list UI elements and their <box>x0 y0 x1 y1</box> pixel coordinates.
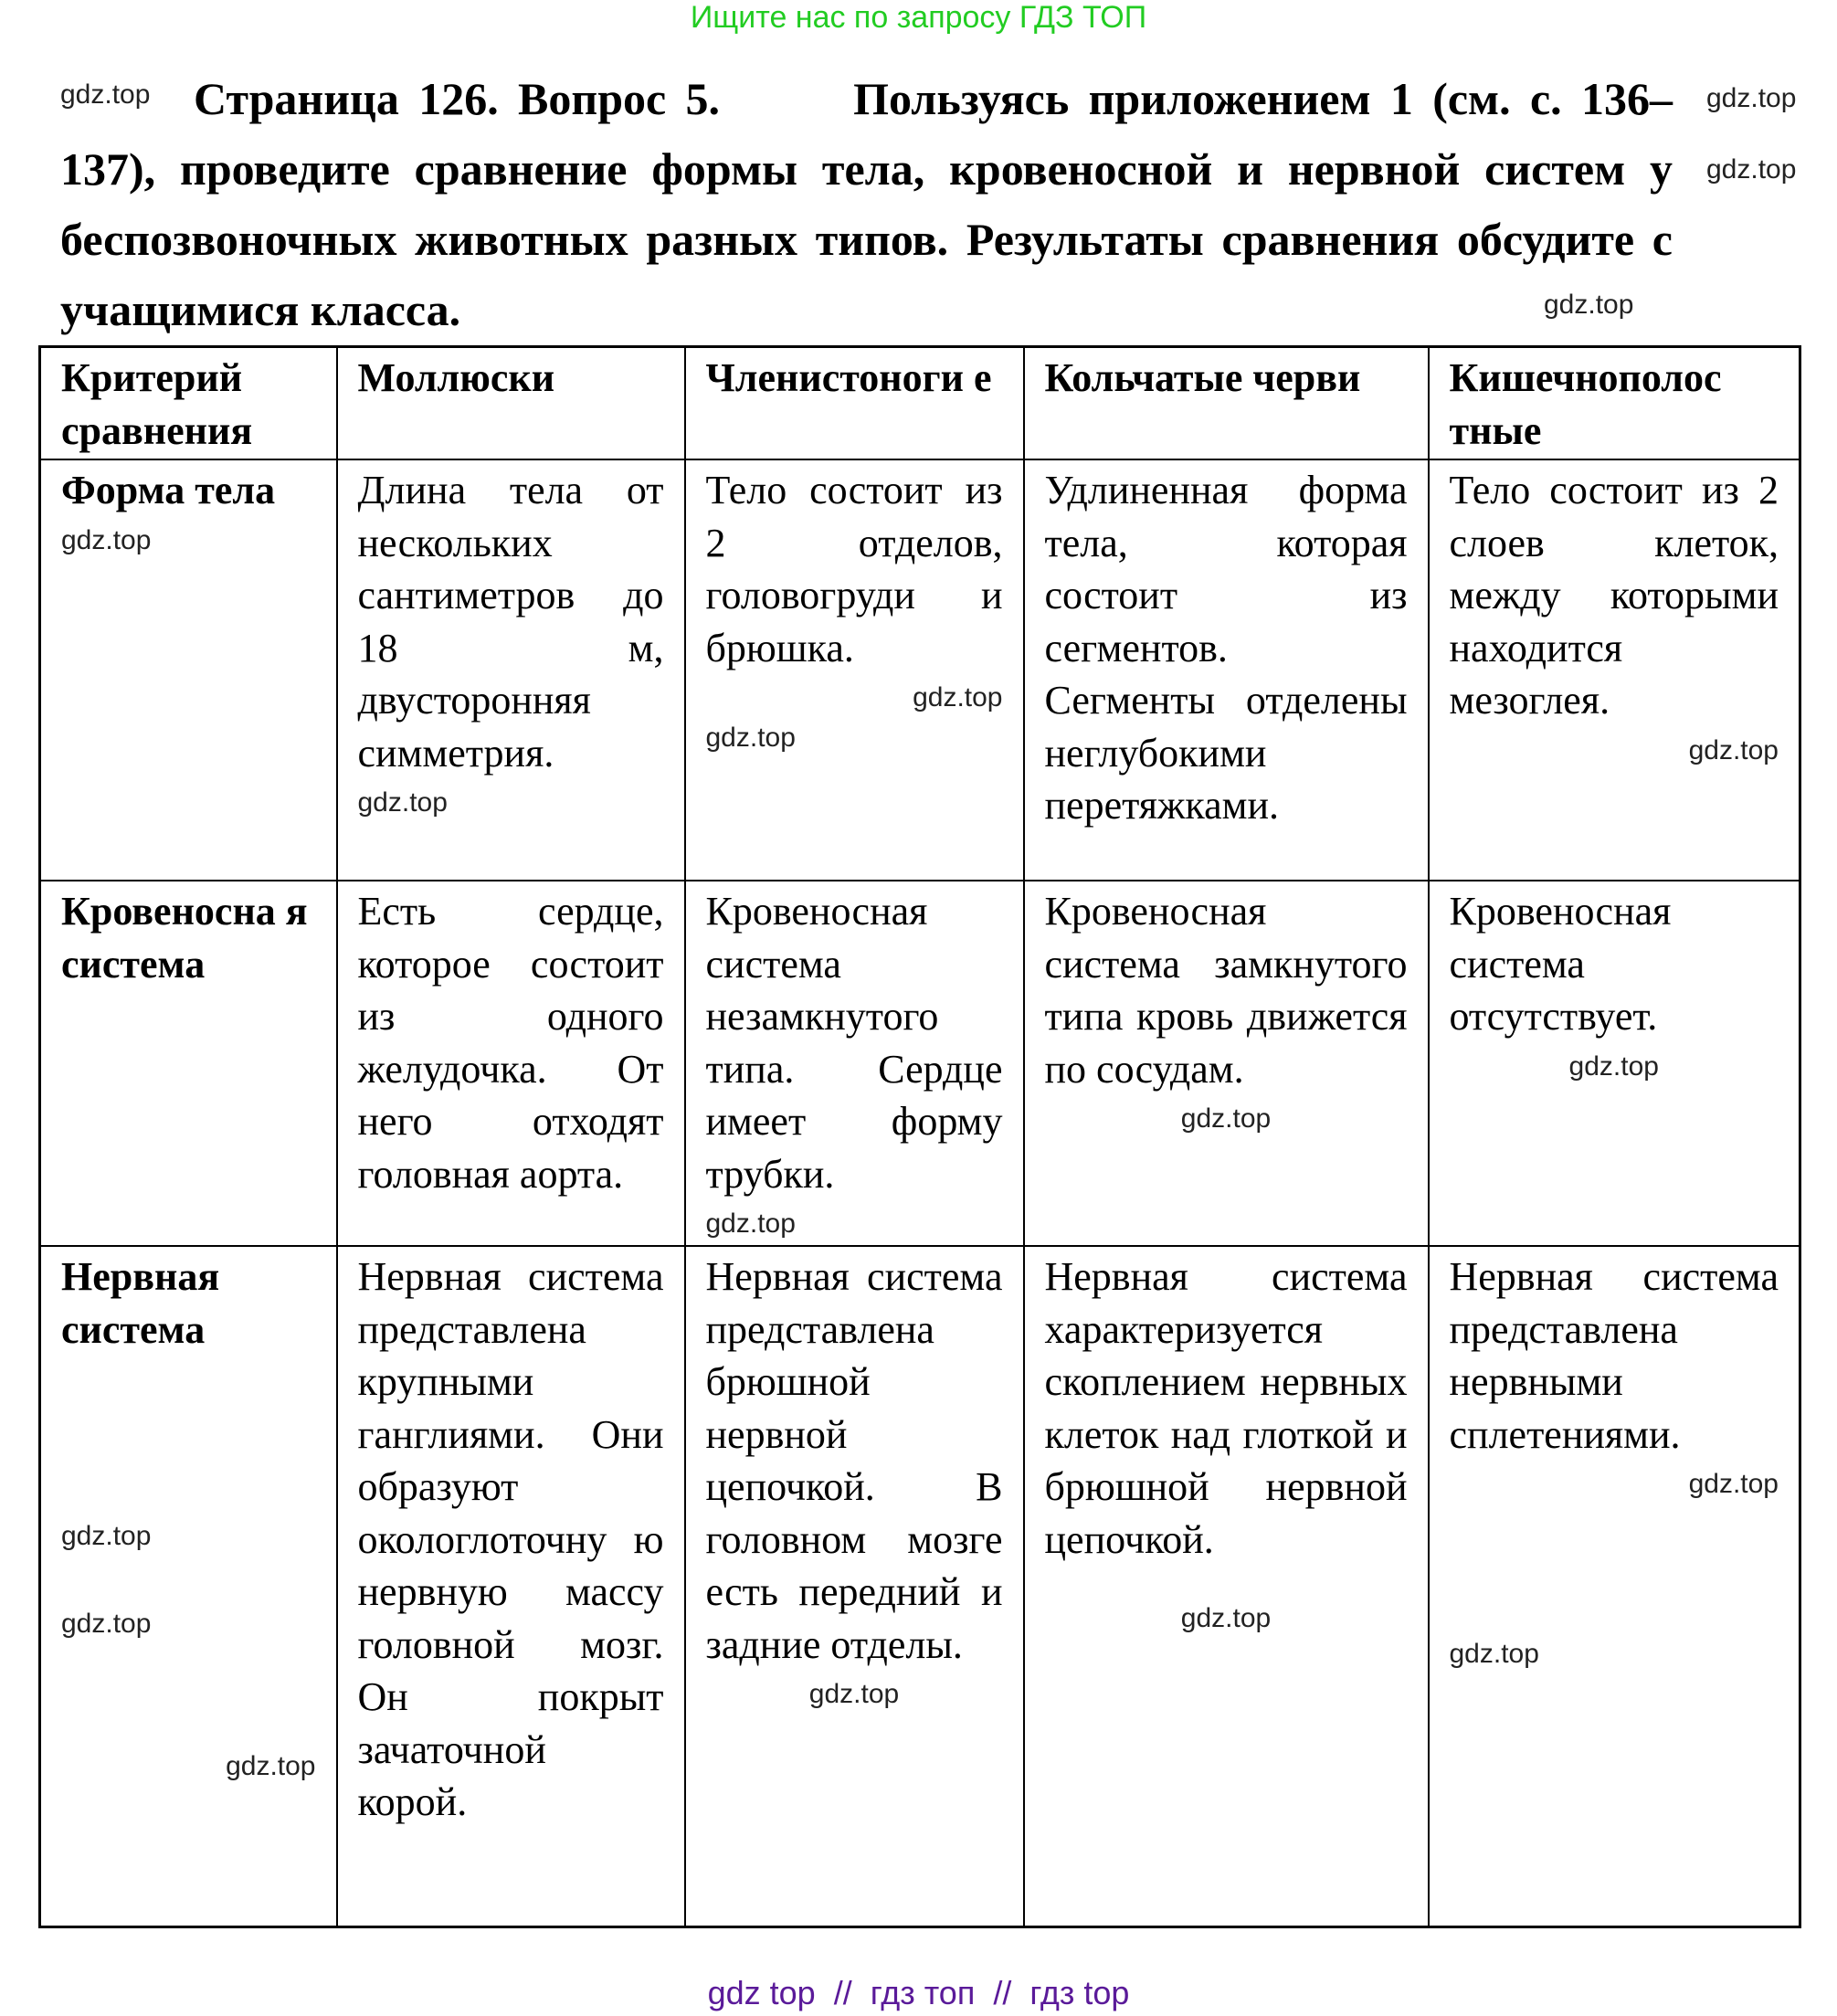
cell-text: Нервная система представлена брюшной нервной цепочкой. В головном мозге есть передний и задние отделы. <box>705 1254 1003 1667</box>
watermark: gdz.top <box>1706 83 1797 113</box>
cell-text: Кровеносная система отсутствует. <box>1449 889 1672 1039</box>
watermark: gdz.top <box>808 1679 900 1709</box>
cell-text: Кровеносная система замкнутого типа кровь движется по сосудам. <box>1044 889 1408 1092</box>
criterion-cell <box>40 881 337 1246</box>
header-cell: Моллюски <box>337 347 685 460</box>
table-cell <box>1024 459 1429 881</box>
watermark: gdz.top <box>1180 1103 1272 1134</box>
watermark: gdz.top <box>1706 154 1797 185</box>
table-cell <box>337 459 685 881</box>
criterion-cell <box>40 1246 337 1926</box>
criterion-text: Нервная система <box>61 1254 220 1352</box>
cell-text: Есть сердце, которое состоит из одного желудочка. От него отходят головная аорта. <box>357 889 664 1197</box>
cell-text: Нервная система характеризуется скоплением нервных клеток над глоткой и брюшной нервной цепочкой. <box>1044 1254 1408 1562</box>
table-cell <box>1429 1246 1800 1926</box>
cell-text: Нервная система представлена крупными ганглиями. Они образуют окологлоточну ю нервную массу головной мозг. Он покрыт зачаточной корой. <box>357 1254 664 1824</box>
question-text <box>60 64 1673 345</box>
table-row <box>40 881 1800 1246</box>
watermark: gdz.top <box>1449 1639 1539 1669</box>
watermark: gdz.top <box>61 1521 152 1551</box>
table-row <box>40 1246 1800 1926</box>
watermark: gdz.top <box>357 787 448 818</box>
criterion-cell <box>40 459 337 881</box>
watermark: gdz.top <box>1688 1469 1779 1499</box>
table-cell <box>1024 881 1429 1246</box>
watermark: gdz.top <box>1544 290 1634 320</box>
table-cell <box>1429 459 1800 881</box>
watermark: gdz.top <box>913 682 1003 712</box>
watermark: gdz.top <box>61 1609 152 1639</box>
watermark: gdz.top <box>226 1751 316 1781</box>
table-cell <box>337 881 685 1246</box>
search-banner: Ищите нас по запросу ГДЗ ТОП <box>690 0 1147 35</box>
table-cell <box>685 459 1024 881</box>
criterion-text: Форма тела <box>61 468 276 512</box>
criterion-text: Кровеносна я система <box>61 889 308 987</box>
cell-text: Тело состоит из 2 отделов, головогруди и брюшка. <box>705 468 1003 670</box>
table-cell <box>1429 881 1800 1246</box>
header-cell: Кишечнополос тные <box>1429 347 1800 460</box>
watermark: gdz.top <box>705 1209 796 1239</box>
comparison-table <box>38 345 1801 1928</box>
cell-text: Нервная система представлена нервными сплетениями. <box>1449 1254 1779 1457</box>
header-cell: Критерий сравнения <box>40 347 337 460</box>
watermark: gdz.top <box>705 723 796 753</box>
watermark: gdz.top <box>1568 1050 1659 1082</box>
question-body: Пользуясь приложением 1 (см. с. 136–137), проведите сравнение формы тела, кровеносной и нервной систем у беспозвоночных животных разных типов. Результаты сравнения обсудите с учащимися класса. <box>60 73 1673 335</box>
watermark: gdz.top <box>1180 1603 1272 1633</box>
question-label: Страница 126. Вопрос 5. <box>194 73 721 124</box>
table-row <box>40 459 1800 881</box>
cell-text: Кровеносная система незамкнутого типа. Сердце имеет форму трубки. <box>705 889 1003 1197</box>
header-cell: Кольчатые черви <box>1024 347 1429 460</box>
table-cell <box>685 1246 1024 1926</box>
watermark: gdz.top <box>1688 734 1779 765</box>
cell-text: Длина тела от нескольких сантиметров до 18 м, двусторонняя симметрия. <box>357 468 664 776</box>
table-cell <box>337 1246 685 1926</box>
table-cell <box>685 881 1024 1246</box>
watermark: gdz.top <box>61 524 152 555</box>
table-cell <box>1024 1246 1429 1926</box>
header-row <box>40 347 1800 460</box>
header-cell: Членистоноги е <box>685 347 1024 460</box>
cell-text: Тело состоит из 2 слоев клеток, между которыми находится мезоглея. <box>1449 468 1779 723</box>
footer-links: gdz top // гдз топ // гдз top <box>707 1974 1130 2011</box>
watermark: gdz.top <box>60 79 151 110</box>
cell-text: Удлиненная форма тела, которая состоит из сегментов. Сегменты отделены неглубокими перетяжками. <box>1044 468 1408 828</box>
